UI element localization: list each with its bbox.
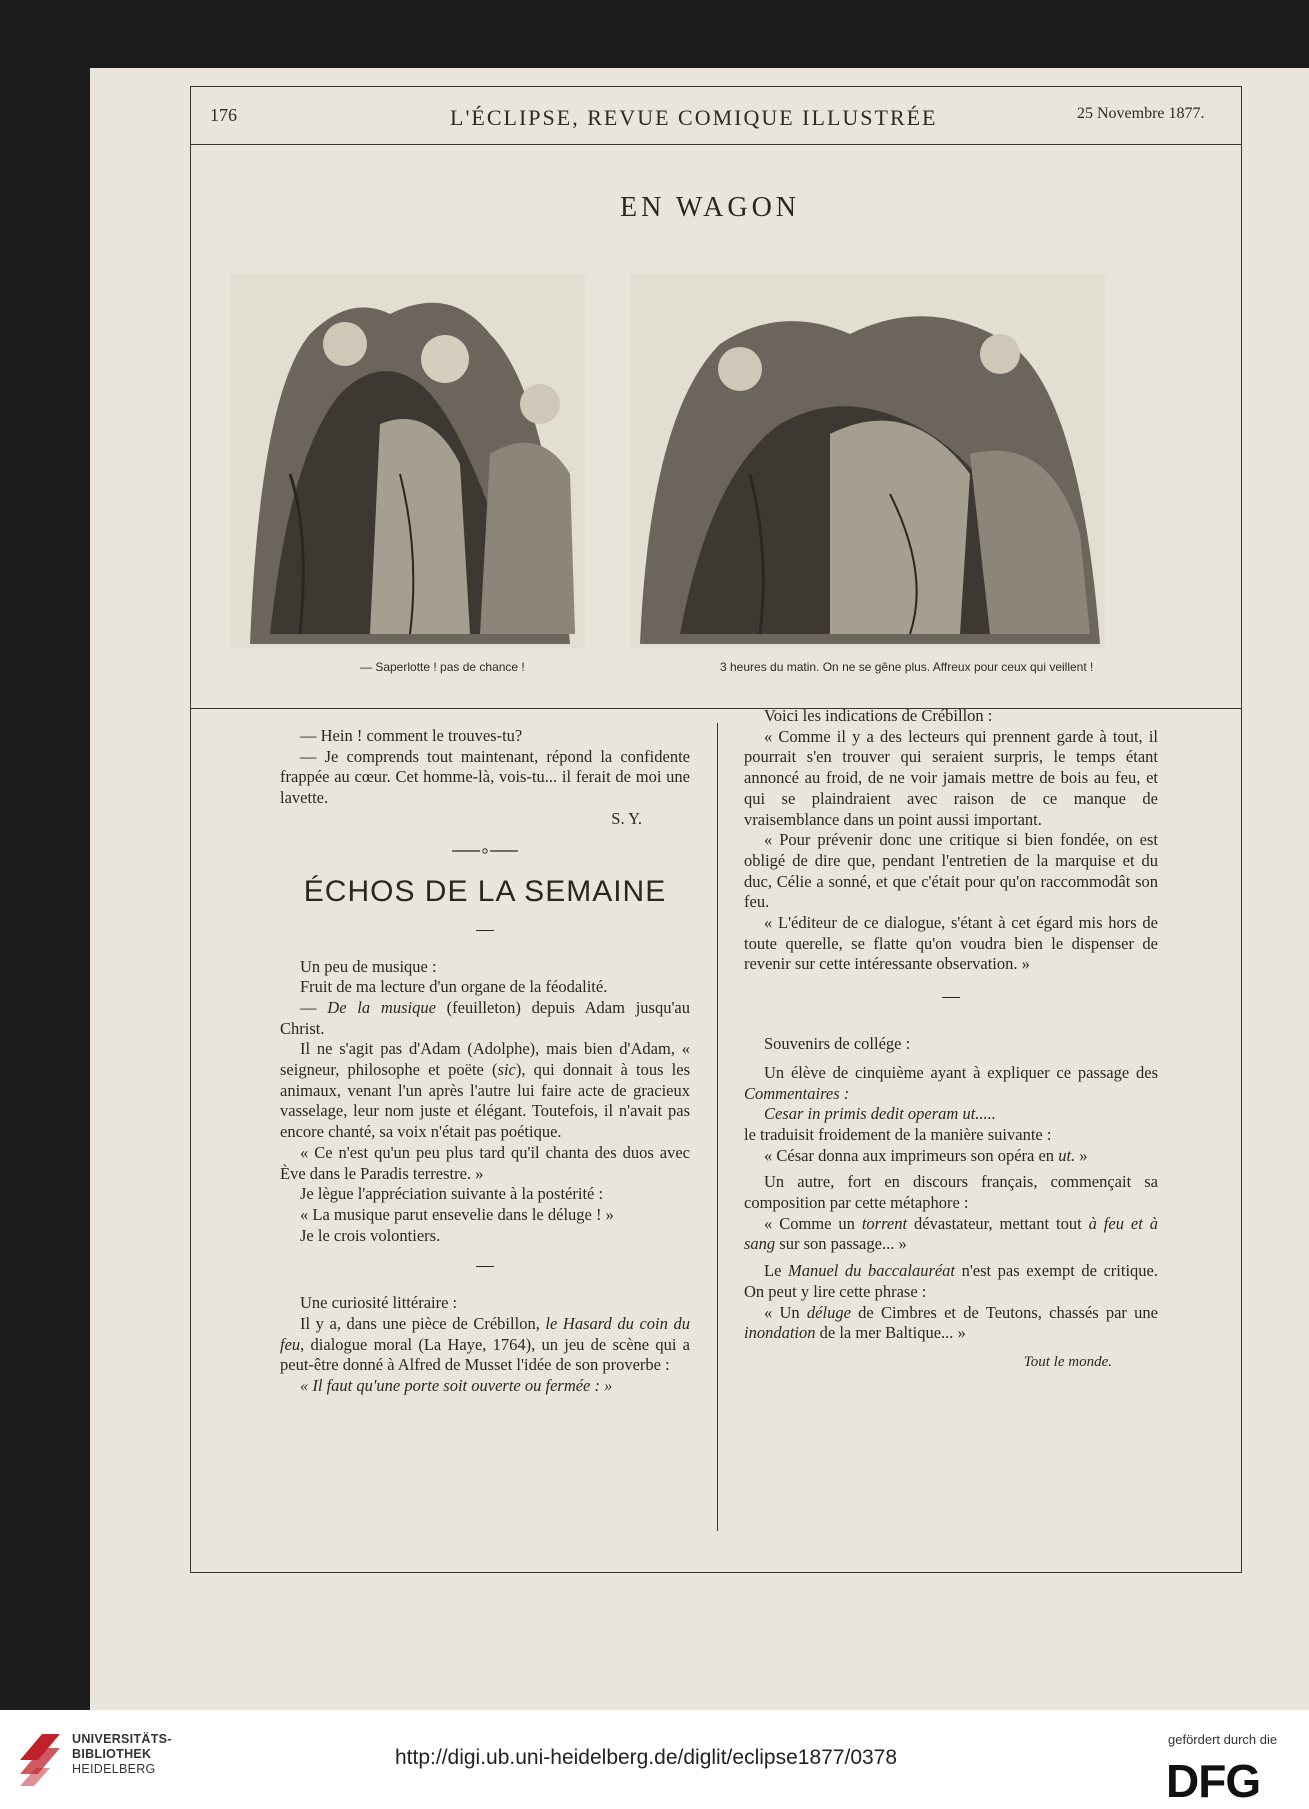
journal-title: L'ÉCLIPSE, REVUE COMIQUE ILLUSTRÉE (450, 105, 938, 130)
paragraph: « L'éditeur de ce dialogue, s'étant à cet égard mis hors de toute querelle, se flatte qu'on voudra bien le dispenser de revenir sur cette intéressante observation. » (744, 913, 1158, 974)
section-title: ÉCHOS DE LA SEMAINE (303, 874, 667, 908)
paragraph: — Hein ! comment le trouves-tu? (300, 726, 523, 745)
paragraph: Un autre, fort en discours français, commençait sa composition par cette métaphore : (744, 1172, 1158, 1213)
paragraph: « Comme un torrent dévastateur, mettant tout à feu et à sang sur son passage... » (744, 1213, 1159, 1254)
issue-date: 25 Novembre 1877. (1077, 105, 1205, 122)
paragraph: Un élève de cinquième ayant à expliquer ce passage des Commentaires : (744, 1062, 1158, 1103)
page-number: 176 (210, 105, 237, 125)
paragraph: « Pour prévenir donc une critique si bien fondée, on est obligé de dire que, pendant l'entretien de la marquise et du duc, Célie a sonné, et que c'était pour qu'on raccommodât son feu. (744, 830, 1158, 912)
paragraph: Je lègue l'appréciation suivante à la postérité : (300, 1184, 604, 1204)
paragraph: Souvenirs de collége : (764, 1034, 911, 1054)
cartoon-title: EN WAGON (620, 192, 801, 223)
paragraph: — Je comprends tout maintenant, répond la confidente frappée au cœur. Cet homme-là, vois-tu... il ferait de moi une lavette. (280, 746, 690, 808)
signature: S. Y. (611, 808, 642, 828)
paragraph: Je le crois volontiers. (300, 1225, 441, 1245)
permalink[interactable]: http://digi.ub.uni-heidelberg.de/diglit/eclipse1877/0378 (395, 1746, 898, 1769)
paragraph: Fruit de ma lecture d'un organe de la féodalité. (300, 977, 608, 997)
cartoon-left-image (230, 274, 585, 649)
paragraph: Un peu de musique : (300, 956, 437, 976)
ornament-divider (452, 848, 518, 854)
cartoon-left-caption: — Saperlotte ! pas de chance ! (360, 660, 525, 674)
paragraph: « Il faut qu'une porte soit ouverte ou fermée : » (300, 1376, 613, 1396)
right-column (744, 706, 1158, 1373)
paragraph: Le Manuel du baccalauréat n'est pas exempt de critique. On peut y lire cette phrase : (744, 1261, 1158, 1301)
top-border (190, 86, 1242, 87)
paragraph: « Comme il y a des lecteurs qui prennent garde à tout, il pourrait s'en trouver qui seraient surpris, le temps étant annoncé au froid, de ne voir jamais mettre de bois au feu, et qui se plaindraient avec raison de ce manque de vraisemblance dans un point aussi important. (744, 726, 1158, 829)
scanned-page (90, 68, 1309, 1710)
paragraph: Voici les indications de Crébillon : (764, 706, 993, 725)
paragraph: « Ce n'est qu'un peu plus tard qu'il chanta des duos avec Ève dans le Paradis terrestre. » (280, 1142, 690, 1183)
cartoon-right-caption: 3 heures du matin. On ne se gêne plus. Affreux pour ceux qui veillent ! (720, 660, 1094, 674)
paragraph: « La musique parut ensevelie dans le déluge ! » (300, 1204, 614, 1224)
paragraph: Cesar in primis dedit operam ut..... (764, 1104, 996, 1124)
column-divider (717, 723, 718, 1531)
paragraph: Il ne s'agit pas d'Adam (Adolphe), mais bien d'Adam, « seigneur, philosophe et poëte (sic), qui donnait à tous les animaux, venant l'un après l'autre lui faire acte de gracieux vasselage, leur nom juste et élégant. Toutefois, il n'avait pas encore chanté, sa voix n'était pas poétique. (280, 1039, 690, 1142)
library-logo-icon (14, 1724, 66, 1788)
dfg-logo: DFG (1166, 1755, 1261, 1807)
header-rule (190, 144, 1242, 145)
cartoon-right-image (630, 274, 1105, 649)
library-name: UNIVERSITÄTS- BIBLIOTHEK HEIDELBERG (72, 1732, 172, 1776)
bottom-border (190, 1572, 1242, 1573)
funding-note: gefördert durch die (1168, 1732, 1278, 1747)
paragraph: « Un déluge de Cimbres et de Teutons, chassés par une inondation de la mer Baltique... » (744, 1302, 1158, 1343)
left-column (280, 726, 690, 1397)
paragraph: « César donna aux imprimeurs son opéra en ut. » (764, 1145, 1088, 1165)
paragraph: Une curiosité littéraire : (300, 1293, 458, 1313)
paragraph: Il y a, dans une pièce de Crébillon, le Hasard du coin du feu, dialogue moral (La Haye, 1764), un jeu de scène qui a peut-être donné à Alfred de Musset l'idée de son proverbe : (280, 1314, 690, 1375)
paragraph: le traduisit froidement de la manière suivante : (744, 1124, 1052, 1144)
signature: Tout le monde. (1023, 1353, 1112, 1370)
paragraph: — De la musique (feuilleton) depuis Adam jusqu'au Christ. (280, 997, 691, 1038)
viewer-footer (0, 1710, 1309, 1809)
